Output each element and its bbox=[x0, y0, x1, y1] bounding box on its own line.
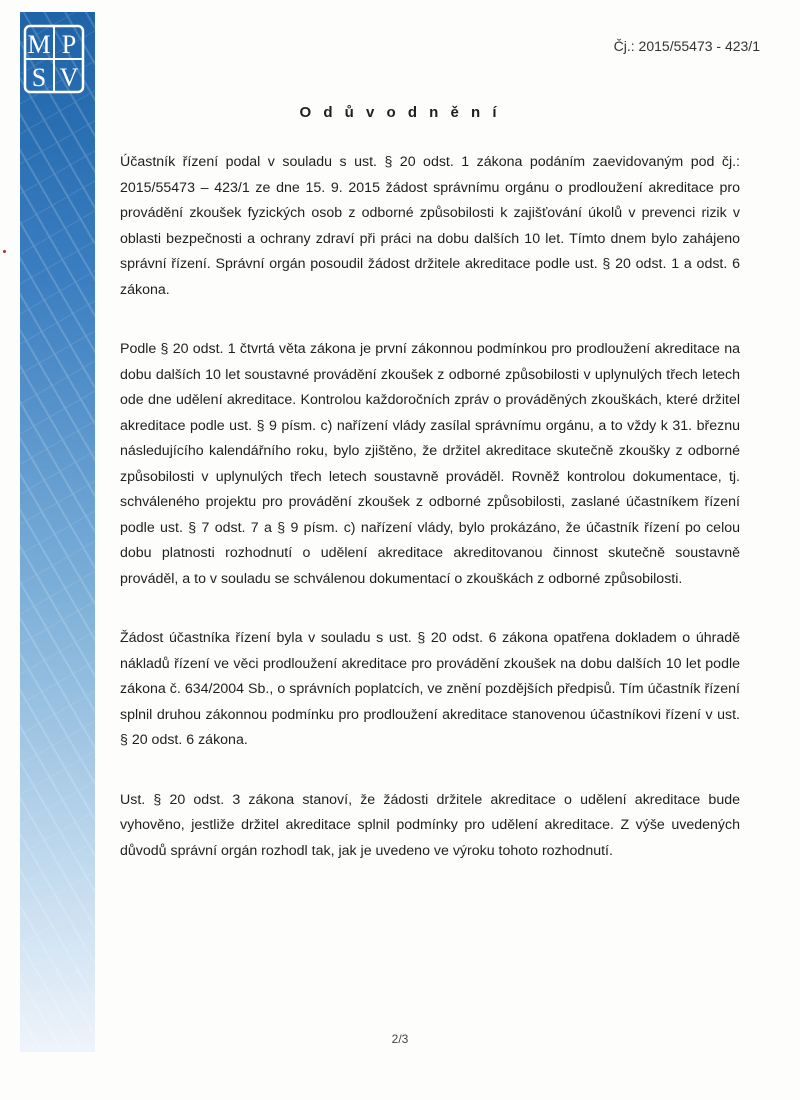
svg-text:P: P bbox=[61, 30, 77, 59]
svg-text:V: V bbox=[59, 63, 79, 92]
scan-speck bbox=[3, 250, 6, 253]
mpsv-logo bbox=[23, 24, 85, 94]
paragraph-conclusion: Ust. § 20 odst. 3 zákona stanoví, že žádosti držitele akreditace o udělení akreditace bude vyhověno, jestliže držitel akreditace splnil podmínky pro udělení akreditace. Z výše uvedených důvodů správní orgán rozhodl tak, jak je uvedeno ve výroku tohoto rozhodnutí. bbox=[120, 791, 740, 859]
paragraph-application: Účastník řízení podal v souladu s ust. § 20 odst. 1 zákona podáním zaevidovaným pod čj.: 2015/55473 – 423/1 ze dne 15. 9. 2015 žádost správnímu orgánu o prodloužení akreditace pro provádění zkoušek fyzických osob z odborné způsobilosti k zajišťování úkolů v prevenci rizik v oblasti bezpečnosti a ochrany zdraví při práci na dobu dalších 10 let. Tímto dnem bylo zahájeno správní řízení. Správní orgán posoudil žádost držitele akreditace podle ust. § 20 odst. 1 a odst. 6 zákona. bbox=[120, 154, 740, 298]
page-number: 2/3 bbox=[391, 1032, 409, 1046]
paragraph-first-condition: Podle § 20 odst. 1 čtvrtá věta zákona je první zákonnou podmínkou pro prodloužení akreditace na dobu dalších 10 let soustavné provádění zkoušek z odborné způsobilosti v uplynulých třech letech ode dne udělení akreditace. Kontrolou každoročních zpráv o prováděných zkouškách, které držitel akreditace podle ust. § 9 písm. c) nařízení vlády zasílal správnímu orgánu, a to vždy k 31. březnu následujícího kalendářního roku, bylo zjištěno, že držitel akreditace skutečně zkoušky z odborné způsobilosti v uplynulých třech letech soustavně prováděl. Rovněž kontrolou dokumentace, tj. schváleného projektu pro provádění zkoušek z odborné způsobilosti, zaslané účastníkem řízení podle ust. § 7 odst. 7 a § 9 písm. c) nařízení vlády, bylo prokázáno, že účastník řízení po celou dobu platnosti rozhodnutí o udělení akreditace akreditovanou činnost skutečně soustavně prováděl, a to v souladu se schválenou dokumentací o zkouškách z odborné způsobilosti. bbox=[120, 341, 740, 587]
svg-text:S: S bbox=[31, 63, 47, 92]
svg-text:M: M bbox=[27, 30, 51, 59]
section-heading: O d ů v o d n ě n í bbox=[299, 104, 501, 121]
document-body bbox=[120, 150, 740, 898]
reference-number: Čj.: 2015/55473 - 423/1 bbox=[613, 38, 760, 54]
band-texture bbox=[20, 12, 95, 1052]
paragraph-second-condition: Žádost účastníka řízení byla v souladu s ust. § 20 odst. 6 zákona opatřena dokladem o úhradě nákladů řízení ve věci prodloužení akreditace pro provádění zkoušek na dobu dalších 10 let podle zákona č. 634/2004 Sb., o správních poplatcích, ve znění pozdějších předpisů. Tím účastník řízení splnil druhou zákonnou podmínku pro prodloužení akreditace stanovenou účastníkovi řízení v ust. § 20 odst. 6 zákona. bbox=[120, 630, 740, 748]
